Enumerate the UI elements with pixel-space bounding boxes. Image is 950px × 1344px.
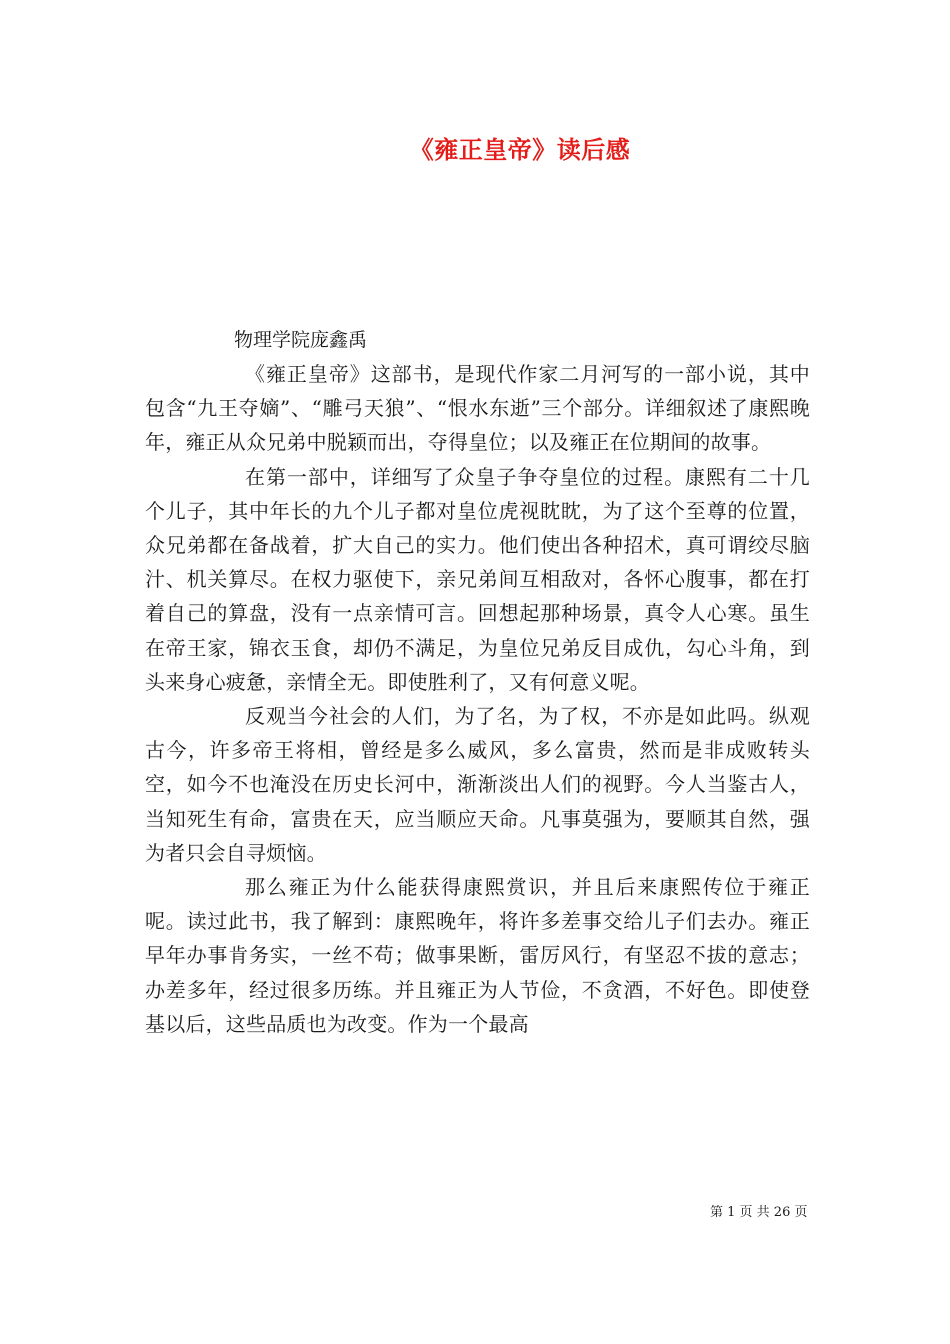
author-line: 物理学院庞鑫禹 xyxy=(234,329,368,351)
paragraph-3: 反观当今社会的人们，为了名，为了权，不亦是如此吗。纵观古今，许多帝王将相，曾经是多么威风，多么富贵，然而是非成败转头空，如今不也淹没在历史长河中，渐渐淡出人们的视野。今人当鉴古人，当知死生有命，富贵在天，应当顺应天命。凡事莫强为，要顺其自然，强为者只会自寻烦恼。 xyxy=(145,704,810,865)
document-title: 《雍正皇帝》读后感 xyxy=(409,135,631,164)
paragraph-4: 那么雍正为什么能获得康熙赏识，并且后来康熙传位于雍正呢。读过此书，我了解到：康熙晚年，将许多差事交给儿子们去办。雍正早年办事肯务实，一丝不苟；做事果断，雷厉风行，有坚忍不拔的意志；办差多年，经过很多历练。并且雍正为人节俭，不贪酒，不好色。即使登基以后，这些品质也为改变。作为一个最高 xyxy=(145,875,810,1036)
page-number-footer: 第 1 页 共 26 页 xyxy=(710,1205,808,1220)
document-body xyxy=(145,357,810,1041)
paragraph-1: 《雍正皇帝》这部书，是现代作家二月河写的一部小说，其中包含“九王夺嫡”、“雕弓天狼”、“恨水东逝”三个部分。详细叙述了康熙晚年，雍正从众兄弟中脱颖而出，夺得皇位；以及雍正在位期间的故事。 xyxy=(145,362,810,455)
paragraph-2: 在第一部中，详细写了众皇子争夺皇位的过程。康熙有二十几个儿子，其中年长的九个儿子都对皇位虎视眈眈，为了这个至尊的位置，众兄弟都在备战着，扩大自己的实力。他们使出各种招术，真可谓绞尽脑汁、机关算尽。在权力驱使下，亲兄弟间互相敌对，各怀心腹事，都在打着自己的算盘，没有一点亲情可言。回想起那种场景，真令人心寒。虽生在帝王家，锦衣玉食，却仍不满足，为皇位兄弟反目成仇，勾心斗角，到头来身心疲惫，亲情全无。即使胜利了，又有何意义呢。 xyxy=(145,464,810,694)
